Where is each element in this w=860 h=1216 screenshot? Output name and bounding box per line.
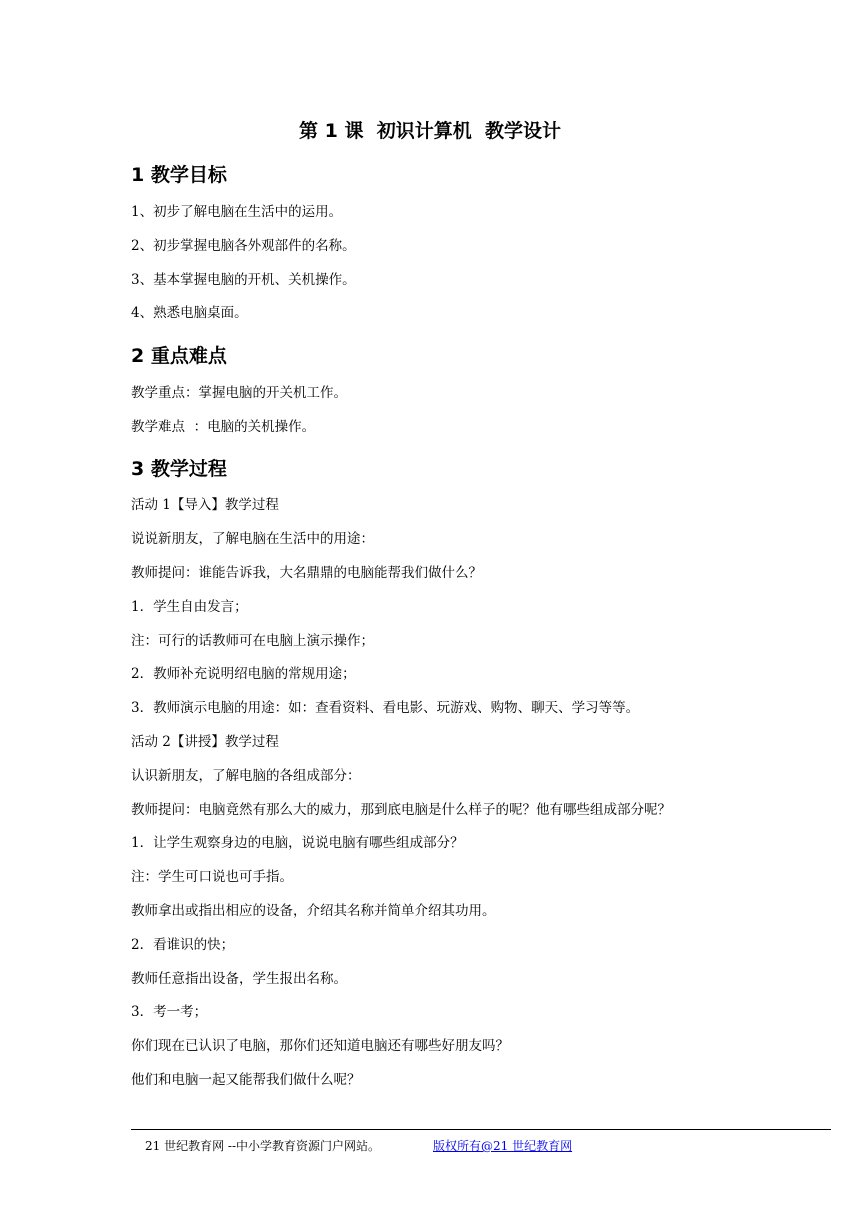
process-line: 说说新朋友，了解电脑在生活中的用途： [131,531,374,547]
section-heading-objectives: 1 教学目标 [131,164,227,186]
process-line: 教师拿出或指出相应的设备，介绍其名称并简单介绍其功用。 [131,903,496,919]
process-line: 注：学生可口说也可手指。 [131,869,293,885]
process-line: 认识新朋友，了解电脑的各组成部分： [131,768,361,784]
process-line: 你们现在已认识了电脑，那你们还知道电脑还有哪些好朋友吗？ [131,1038,509,1054]
objective-line: 2、初步掌握电脑各外观部件的名称。 [131,238,356,254]
section-heading-key-points: 2 重点难点 [131,345,227,367]
objective-line: 4、熟悉电脑桌面。 [131,305,248,321]
key-point-line: 教学重点：掌握电脑的开关机工作。 [131,385,347,401]
copyright-link[interactable]: 版权所有@21 世纪教育网 [433,1139,573,1153]
process-line: 他们和电脑一起又能帮我们做什么呢？ [131,1072,361,1088]
process-line: 2．教师补充说明绍电脑的常规用途； [131,666,356,682]
process-line: 活动 2【讲授】教学过程 [131,734,279,750]
footer-text: 21 世纪教育网 --中小学教育资源门户网站。 [145,1139,381,1153]
process-line: 2．看谁识的快； [131,937,235,953]
process-line: 3．教师演示电脑的用途：如：查看资料、看电影、玩游戏、购物、聊天、学习等等。 [131,700,640,716]
process-line: 活动 1【导入】教学过程 [131,497,279,513]
footer-divider [131,1129,831,1130]
document-title: 第 1 课 初识计算机 教学设计 [299,120,561,142]
process-line: 3．考一考； [131,1004,208,1020]
process-line: 1．让学生观察身边的电脑，说说电脑有哪些组成部分？ [131,835,464,851]
key-point-line: 教学难点 ：电脑的关机操作。 [131,419,316,435]
objective-line: 1、初步了解电脑在生活中的运用。 [131,204,343,220]
process-line: 注：可行的话教师可在电脑上演示操作； [131,633,374,649]
process-line: 教师任意指出设备，学生报出名称。 [131,971,347,987]
objective-line: 3、基本掌握电脑的开机、关机操作。 [131,272,356,288]
process-line: 1．学生自由发言； [131,599,248,615]
process-line: 教师提问：谁能告诉我，大名鼎鼎的电脑能帮我们做什么？ [131,565,482,581]
section-heading-process: 3 教学过程 [131,458,227,480]
process-line: 教师提问：电脑竟然有那么大的威力，那到底电脑是什么样子的呢？他有哪些组成部分呢？ [131,802,671,818]
